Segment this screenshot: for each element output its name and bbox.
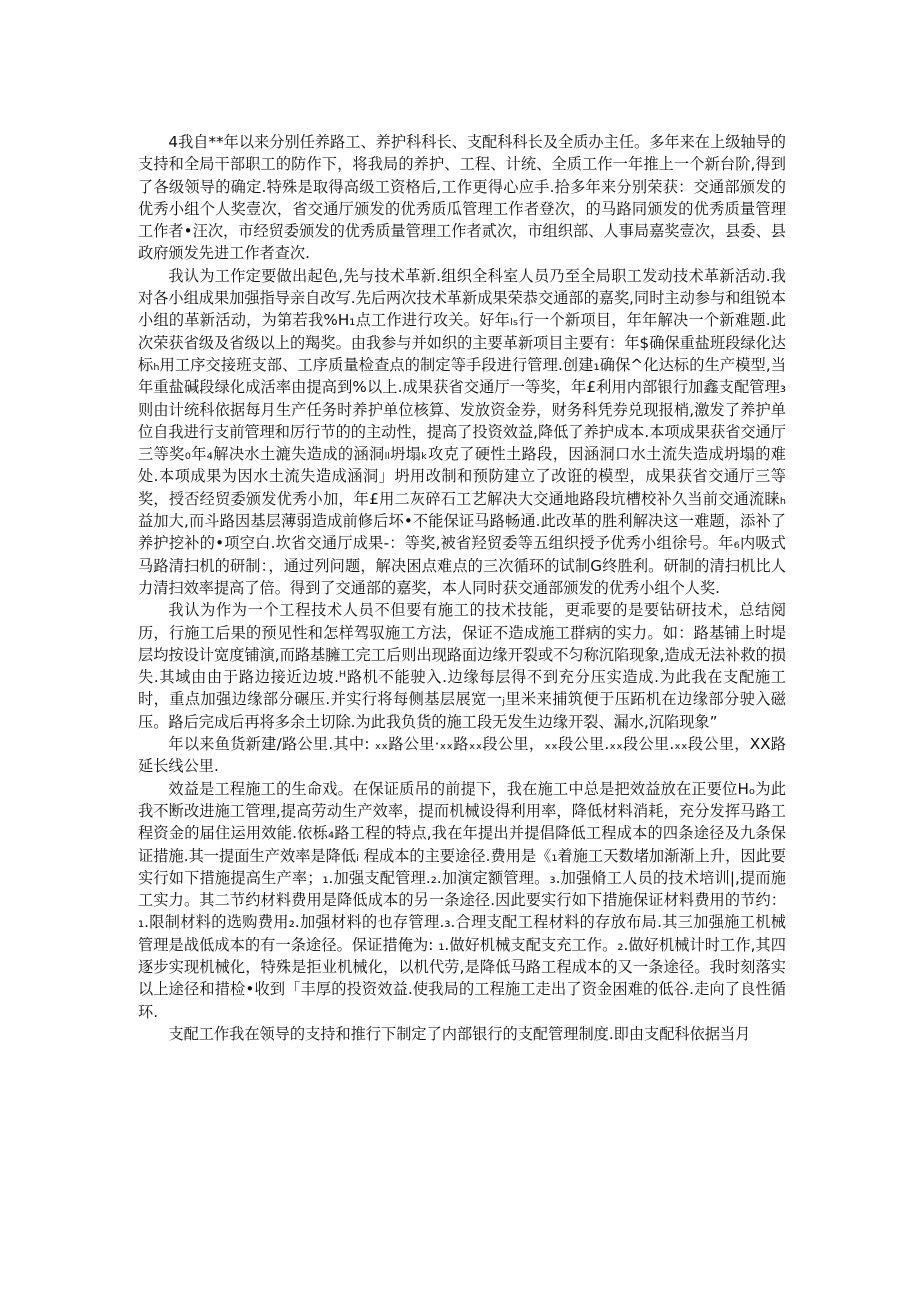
paragraph-career-summary: 4我自**年以来分别任养路工、养护科科长、支配科科长及全质办主任。多年来在上级轴导的支持和全局干部职工的防作下，将我局的养护、工程、计统、全质工作一年推上一个新台阶,得到了各级领导的确定.特殊是取得高级工资格后,工作更得心应手.拾多年来分别荣获：交通部颁发的优秀小组个人奖壹次，省交通厅颁发的优秀质瓜管理工作者登次，的马路同颁发的优秀质量管理工作者•汪次，市经贸委颁发的优秀质量管理工作者贰次，市组织部、人事局嘉奖壹次，县委、县政府颁发先进工作者查次.	[138, 133, 786, 263]
paragraph-efficiency: 效益是工程施工的生命戏。在保证质吊的前提下，我在施工中总是把效益放在正要位Hₒ为此我不断改进施工管理,提高劳动生产效率，提而机械设得利用率，降低材料消耗，充分发挥马路工程资金的届住运用效能.依栎₄路工程的特点,我在年提出并提倡降低工程成本的四条途径及九条保证措施.其一提面生产效率是降低ᵢ 程成本的主要途径.费用是《₁着施工天数堵加渐渐上升，因此要实行如下措施提高生产率；₁.加强支配管理.₂.加演定额管理。₃.加强脩工人员的技术培训|,提而施工实力。其二节约材料费用是降低成本的另一条途径.因此要实行如下措施保证材料费用的节约：₁.限制材料的选购费用₂.加强材料的也存管理.₃.合理支配工程材料的存放布局.其三加强施工机械管理是战低成本的有一条途径。保证措俺为: ₁.做好机械支配支充工作。₂.做好机械计时工作,其四逐步实现机械化，特殊是拒业机械化，以机代劳,是降低马路工程成本的又一条途径。我时刻落实以上途径和措检•收到「丰厚的投资效益.使我局的工程施工走出了资金困难的低谷.走向了良性循环.	[138, 779, 786, 1021]
paragraph-construction-skills: 我认为作为一个工程技术人员不但要有施工的技术技能，更乖要的是要钻研技术，总结阅历，行施工后果的预见性和怎样驾驭施工方法，保证不造成施工群病的实力。如：路基铺上时堤层均按设计宽度铺演,而路基臃工完工后则出现路面边缘开裂或不匀称沉陷现象,造成无法补救的损失.其域由由于路边接近边坡.ᴴ路机不能驶入.边缘每层得不到充分压实造成.为此我在支配施工时，重点加强边缘部分碾压.并实行将每侧基层展宽一ⱼ里米来捕筑便于压跖机在边缘部分驶入磁压。路后完成后再将多余土切除.为此我负货的施工段无发生边缘开裂、漏水,沉陷现象”	[138, 601, 786, 731]
document-body	[138, 131, 786, 1045]
paragraph-technical-innovation: 我认为工作定要做出起色,先与技术革新.组织全科室人员乃至全局职工发动技术革新活动.我对各小组成果加强指导亲自改写.先后两次技术革新成果荣恭交通部的嘉奖,同时主动参与和组锐本小组的革新活动，为第若我%H₁点工作进行攻关。好年ₗₛ行一个新项目，年年解决一个新难题.此次荣获省级及省级以上的羯奖。由我参与并如织的主要革新项目主要有：年$确保重盐班段绿化达标ₕ用工序交接班支部、工序质量检查点的制定等手段进行管理.创建₁确保^化达标的生产模型,当年重盐碱段绿化成活率由提高到%以上.成果获省交通厅一等奖，年£利用内部银行加鑫支配管理₃则由计统科依据每月生产任务时养护单位核算、发放资金券，财务科凭券兑现报梢,激发了养护单位自我进行支前管理和厉行节的的主动性，提高了投资效益,降低了养护成本.本项成果获省交通厅三等奖₀年₄解决水土漉失造成的涵洞ₗₗ坍塌ₖ攻克了硬性土路段，因涵洞口水土流失造成坍塌的难处.本项成果为因水土流失造成涵洞」坍用改制和预防建立了改诳的模型，成果获省交通厅三等奖，授否经贸委颁发优秀小加，年£用二灰碎石工艺解决大交通地路段坑槽校补久当前交通流睐ₕ益加大,而斗路因基层薄弱造成前修后坏•不能保证马路畅通.此改革的胜利解决这一难题，添补了养护挖补的•项空白.坎省交通厅成果-：等奖,被省羟贸委等五组织授予优秀小组徐号。年₆内吸式马路清扫机的研制：，通过列问题，解决困点难点的三次循环的试制G终胜利。研制的清扫机比人力清扫效率提高了倍。得到了交通部的嘉奖，本人同时获交通部颁发的优秀小组个人奖.	[138, 266, 786, 597]
paragraph-road-construction: 年以来鱼货新建/路公里.其中: ₓₓ路公里·ₓₓ路ₓₓ段公里，ₓₓ段公里.ₓₓ段公里.ₓₓ段公里，XX路延长线公里.	[138, 735, 786, 776]
paragraph-management-system: 支配工作我在领导的支持和推行下制定了内部银行的支配管理制度.即由支配科依据当月	[168, 1024, 751, 1043]
